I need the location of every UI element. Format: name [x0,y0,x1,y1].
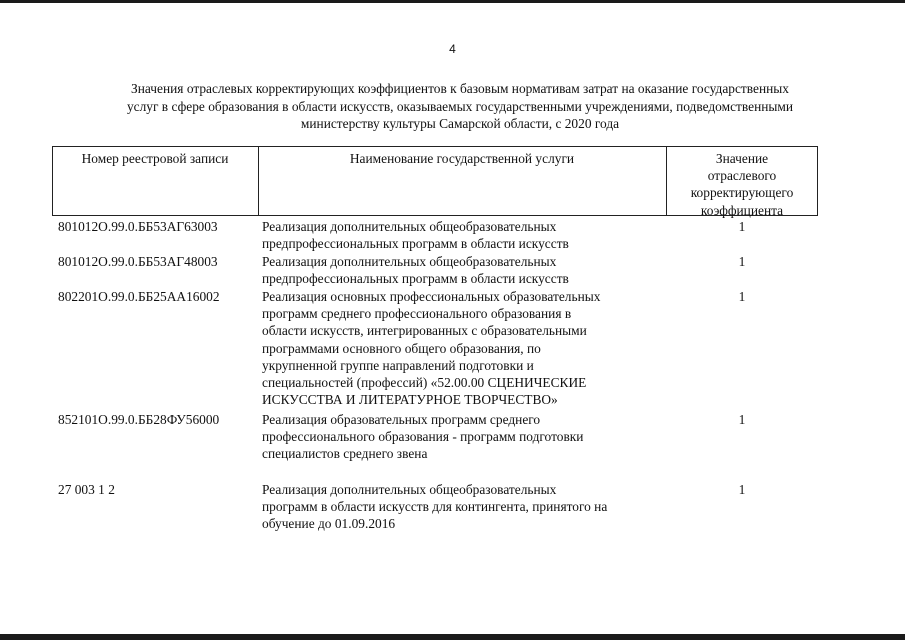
coefficient-value: 1 [738,482,746,497]
header-registry-number: Номер реестровой записи [81,151,229,166]
service-name: Реализация образовательных программ среднего профессионального образования - программ подготовки специалистов среднего звена [262,412,584,462]
coefficient-value: 1 [738,219,746,234]
document-title [50,80,870,133]
service-name: Реализация основных профессиональных образовательных программ среднего профессионального образования в области искусств, интегрированных с образовательными программами основного общего образования, по укрупненной группе направлений подготовки и специальностей (профессий) «52.00.00 СЦЕНИЧЕСКИЕ ИСКУССТВА И ЛИТЕРАТУРНОЕ ТВОРЧЕСТВО» [262,289,601,408]
header-service-name: Наименование государственной услуги [349,151,575,166]
service-name: Реализация дополнительных общеобразовательных предпрофессиональных программ в области искусств [262,219,569,252]
title-line: министерству культуры Самарской области, с 2020 года [300,116,620,131]
header-coefficient: Значение отраслевого корректирующего коэффициента [690,151,794,218]
service-name: Реализация дополнительных общеобразовательных программ в области искусств для контингента, принятого на обучение до 01.09.2016 [262,482,608,532]
coefficient-value: 1 [738,254,746,269]
registry-number: 801012О.99.0.ББ53АГ63003 [58,219,218,234]
coefficient-value: 1 [738,412,746,427]
page-number: 4 [449,42,456,56]
service-name: Реализация дополнительных общеобразовательных предпрофессиональных программ в области искусств [262,254,569,287]
scan-top-edge [0,0,905,3]
registry-number: 802201О.99.0.ББ25АА16002 [58,289,220,304]
coefficient-value: 1 [738,289,746,304]
title-line: Значения отраслевых корректирующих коэффициентов к базовым нормативам затрат на оказание государственных [131,81,789,96]
title-line: услуг в сфере образования в области искусств, оказываемых государственными учреждениями, подведомственными [126,98,794,114]
registry-number: 27 003 1 2 [58,482,115,497]
registry-number: 852101О.99.0.ББ28ФУ56000 [58,412,220,427]
scan-bottom-edge [0,634,905,640]
registry-number: 801012О.99.0.ББ53АГ48003 [58,254,218,269]
